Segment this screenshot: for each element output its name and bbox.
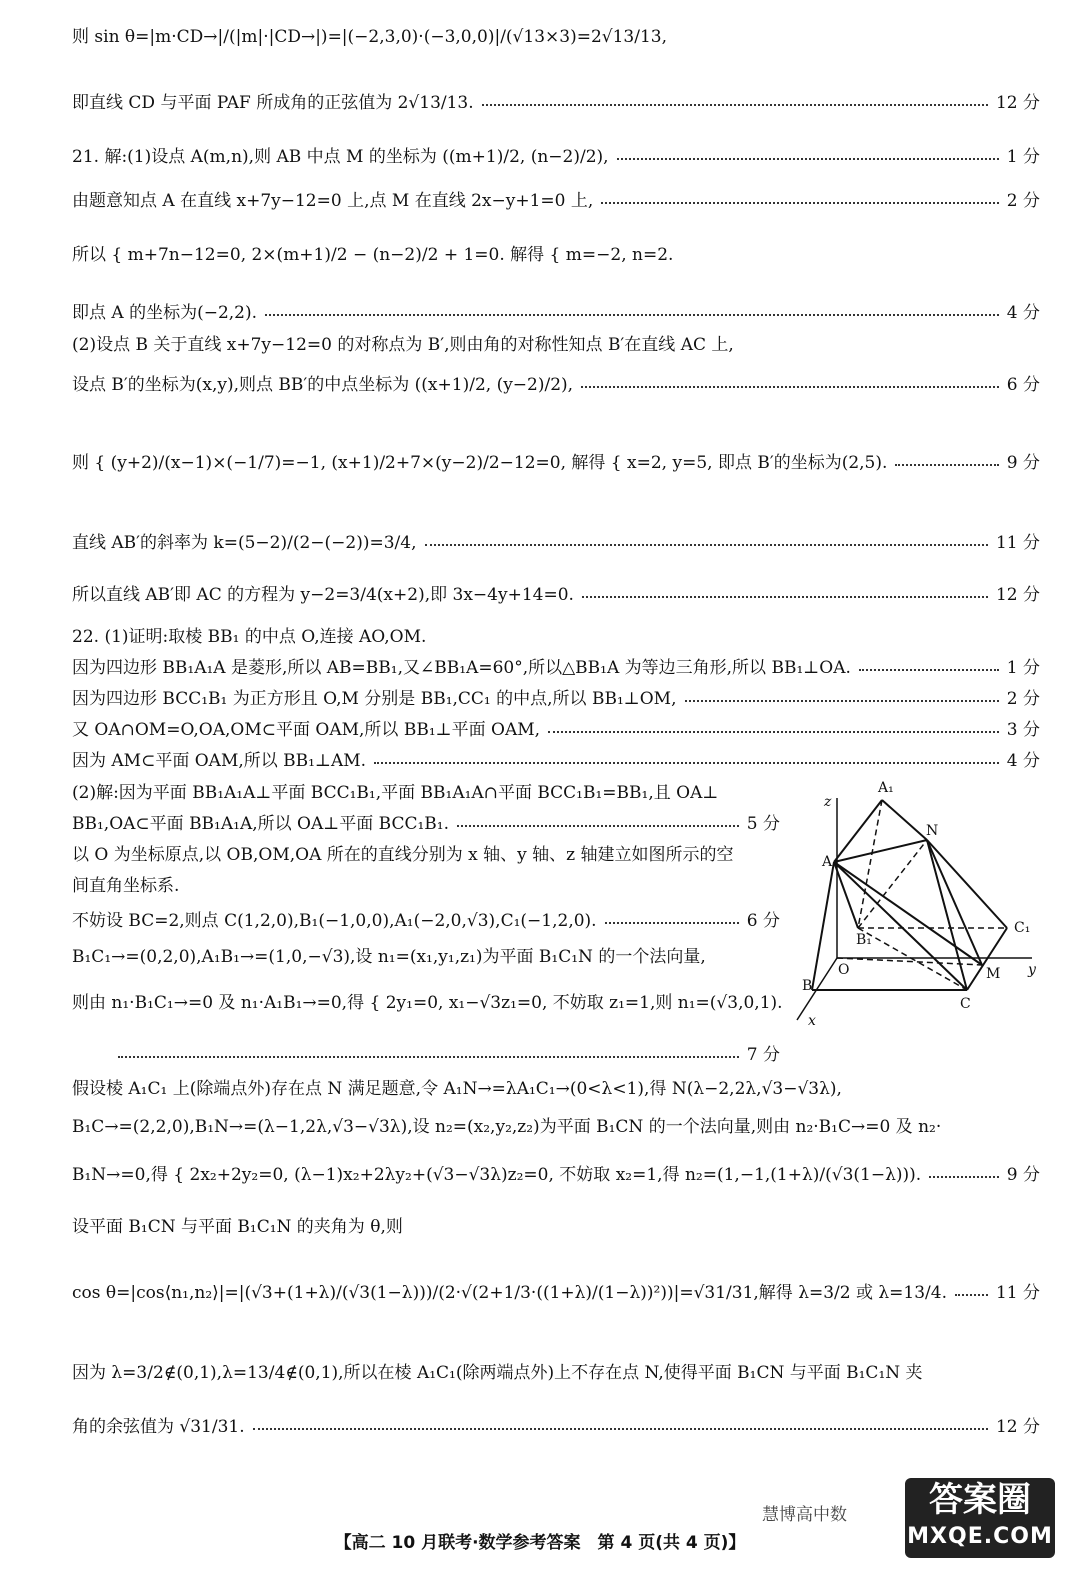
score: 5 分 (746, 814, 780, 834)
line-4: 由题意知点 A 在直线 x+7y−12=0 上,点 M 在直线 2x−y+1=0 上, 2 分 (72, 186, 1040, 216)
score: 3 分 (1006, 720, 1040, 740)
score: 12 分 (995, 1417, 1040, 1437)
line-5: 所以 { m+7n−12=0, 2×(m+1)/2 − (n−2)/2 + 1=0. 解得 { m=−2, n=2. (72, 245, 674, 265)
watermark-account: 慧博高中数 (762, 1505, 847, 1525)
line-9: 则 { (y+2)/(x−1)×(−1/7)=−1, (x+1)/2+7×(y−2)/2−12=0, 解得 { x=2, y=5, 即点 B′的坐标为(2,5). 9 分 (72, 448, 1040, 478)
label-c1: C₁ (1014, 920, 1031, 936)
score: 7 分 (746, 1045, 780, 1065)
line-15: 又 OA∩OM=O,OA,OM⊂平面 OAM,所以 BB₁⊥平面 OAM, 3 分 (72, 715, 1040, 745)
line-14: 因为四边形 BCC₁B₁ 为正方形且 O,M 分别是 BB₁,CC₁ 的中点,所以 BB₁⊥OM, 2 分 (72, 684, 1040, 714)
line-27: B₁N→=0,得 { 2x₂+2y₂=0, (λ−1)x₂+2λy₂+(√3−√3λ)z₂=0, 不妨取 x₂=1,得 n₂=(1,−1,(1+λ)/(√3(1−λ))). 9 分 (72, 1160, 1040, 1190)
line-7: (2)设点 B 关于直线 x+7y−12=0 的对称点为 B′,则由角的对称性知点 B′在直线 AC 上, (72, 335, 734, 355)
line-11: 所以直线 AB′即 AC 的方程为 y−2=3/4(x+2),即 3x−4y+14=0. 12 分 (72, 580, 1040, 610)
line-23: 则由 n₁·B₁C₁→=0 及 n₁·A₁B₁→=0,得 { 2y₁=0, x₁−√3z₁=0, 不妨取 z₁=1,则 n₁=(√3,0,1). (72, 993, 783, 1013)
line-16: 因为 AM⊂平面 OAM,所以 BB₁⊥AM. 4 分 (72, 746, 1040, 776)
label-o: O (838, 962, 850, 978)
line-22: B₁C₁→=(0,2,0),A₁B₁→=(1,0,−√3),设 n₁=(x₁,y₁,z₁)为平面 B₁C₁N 的一个法向量, (72, 947, 706, 967)
line-1: 则 sin θ=|m·CD→|/(|m|·|CD→|)=|(−2,3,0)·(−3,0,0)|/(√13×3)=2√13/13, (72, 27, 667, 47)
axes (797, 798, 1032, 1020)
line-12: 22. (1)证明:取棱 BB₁ 的中点 O,连接 AO,OM. (72, 627, 427, 647)
label-x: x (808, 1013, 816, 1029)
label-z: z (824, 794, 832, 810)
label-b1: B₁ (856, 932, 872, 948)
line-2: 即直线 CD 与平面 PAF 所成角的正弦值为 2√13/13. 12 分 (72, 88, 1040, 118)
line-21: 不妨设 BC=2,则点 C(1,2,0),B₁(−1,0,0),A₁(−2,0,√3),C₁(−1,2,0). 6 分 (72, 906, 780, 936)
score: 4 分 (1006, 751, 1040, 771)
line-25: 假设棱 A₁C₁ 上(除端点外)存在点 N 满足题意,令 A₁N→=λA₁C₁→(0<λ<1),得 N(λ−2,2λ,√3−√3λ), (72, 1079, 842, 1099)
score: 12 分 (995, 585, 1040, 605)
watermark-logo-top: 答案圈 (929, 1480, 1031, 1520)
label-a: A (822, 854, 833, 870)
score: 11 分 (995, 533, 1040, 553)
line-26: B₁C→=(2,2,0),B₁N→=(λ−1,2λ,√3−√3λ),设 n₂=(x₂,y₂,z₂)为平面 B₁CN 的一个法向量,则由 n₂·B₁C→=0 及 n₂· (72, 1117, 942, 1137)
line-19: 以 O 为坐标原点,以 OB,OM,OA 所在的直线分别为 x 轴、y 轴、z 轴建立如图所示的空 (72, 845, 734, 865)
line-24 (110, 1040, 780, 1070)
line-10: 直线 AB′的斜率为 k=(5−2)/(2−(−2))=3/4, 11 分 (72, 528, 1040, 558)
score: 9 分 (1006, 453, 1040, 473)
line-3: 21. 解:(1)设点 A(m,n),则 AB 中点 M 的坐标为 ((m+1)/2, (n−2)/2), 1 分 (72, 142, 1040, 172)
score: 11 分 (995, 1283, 1040, 1303)
label-c: C (960, 996, 971, 1012)
score: 1 分 (1006, 658, 1040, 678)
line-30: 因为 λ=3/2∉(0,1),λ=13/4∉(0,1),所以在棱 A₁C₁(除两端点外)上不存在点 N,使得平面 B₁CN 与平面 B₁C₁N 夹 (72, 1363, 923, 1383)
label-m: M (986, 966, 1001, 982)
line-28: 设平面 B₁CN 与平面 B₁C₁N 的夹角为 θ,则 (72, 1217, 403, 1237)
watermark-logo-bottom: MXQE.COM (907, 1524, 1053, 1549)
score: 2 分 (1006, 191, 1040, 211)
label-n: N (926, 823, 939, 839)
label-b: B (802, 978, 813, 994)
score: 6 分 (746, 911, 780, 931)
score: 4 分 (1006, 303, 1040, 323)
coordinate-figure (792, 780, 1042, 1030)
score: 2 分 (1006, 689, 1040, 709)
line-8: 设点 B′的坐标为(x,y),则点 BB′的中点坐标为 ((x+1)/2, (y−2)/2), 6 分 (72, 370, 1040, 400)
score: 1 分 (1006, 147, 1040, 167)
label-a1: A₁ (878, 780, 894, 796)
score: 6 分 (1006, 375, 1040, 395)
line-13: 因为四边形 BB₁A₁A 是菱形,所以 AB=BB₁,又∠BB₁A=60°,所以△BB₁A 为等边三角形,所以 BB₁⊥OA. 1 分 (72, 653, 1040, 683)
line-20: 间直角坐标系. (72, 876, 180, 896)
line-17: (2)解:因为平面 BB₁A₁A⊥平面 BCC₁B₁,平面 BB₁A₁A∩平面 BCC₁B₁=BB₁,且 OA⊥ (72, 783, 719, 803)
line-31: 角的余弦值为 √31/31. 12 分 (72, 1412, 1040, 1442)
line-6: 即点 A 的坐标为(−2,2). 4 分 (72, 298, 1040, 328)
score: 9 分 (1006, 1165, 1040, 1185)
line-18: BB₁,OA⊂平面 BB₁A₁A,所以 OA⊥平面 BCC₁B₁. 5 分 (72, 809, 780, 839)
page-footer: 【高二 10 月联考·数学参考答案 第 4 页(共 4 页)】 (334, 1533, 746, 1553)
score: 12 分 (995, 93, 1040, 113)
line-29: cos θ=|cos⟨n₁,n₂⟩|=|(√3+(1+λ)/(√3(1−λ)))/(2·√(2+1/3·((1+λ)/(1−λ))²))|=√31/31,解得 λ=3/2 或 λ=13/4. 11 分 (72, 1278, 1040, 1308)
label-y: y (1028, 962, 1036, 978)
